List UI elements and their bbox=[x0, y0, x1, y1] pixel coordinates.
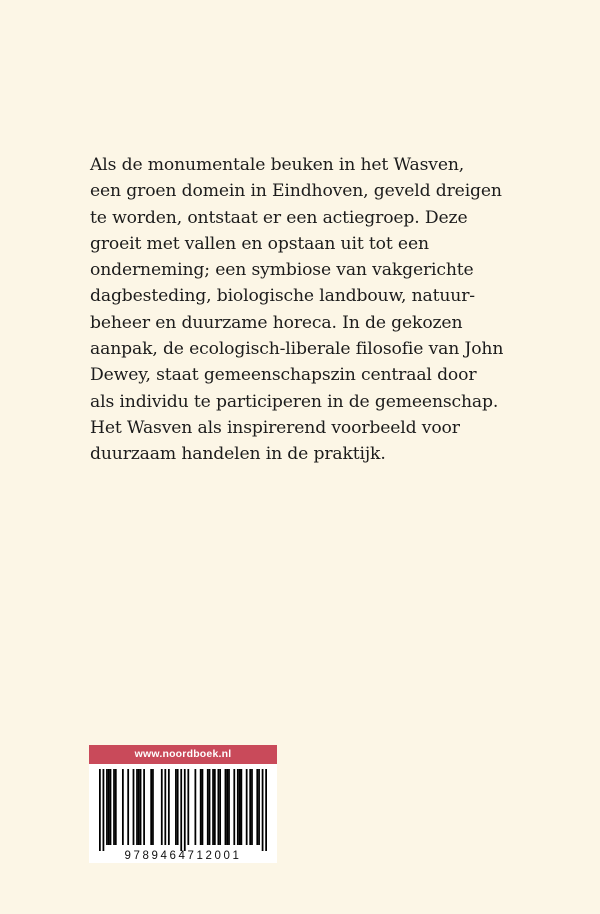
isbn-barcode bbox=[89, 745, 277, 863]
blurb-line: Als de monumentale beuken in het Wasven, bbox=[90, 155, 465, 175]
barcode-bars bbox=[99, 769, 267, 851]
barcode-bar bbox=[226, 769, 228, 845]
blurb-line: beheer en duurzame horeca. In de gekozen bbox=[90, 312, 463, 333]
barcode-bar bbox=[233, 769, 235, 845]
barcode-bar bbox=[161, 769, 163, 845]
barcode-bar bbox=[194, 769, 196, 845]
blurb-line: aanpak, de ecologisch-liberale filosofie van John bbox=[90, 339, 504, 360]
barcode-bar bbox=[140, 769, 142, 845]
barcode-bar bbox=[265, 769, 267, 851]
blurb-line: groeit met vallen en opstaan uit tot een bbox=[90, 233, 429, 254]
barcode-bar bbox=[217, 769, 219, 845]
barcode-bar bbox=[258, 769, 260, 845]
blurb-line: Het Wasven als inspirerend voorbeeld voor bbox=[90, 417, 460, 438]
barcode-bar bbox=[262, 769, 264, 851]
barcode-bar bbox=[256, 769, 258, 845]
blurb-line: dagbesteding, biologische landbouw, natuur- bbox=[90, 286, 475, 307]
blurb-line: Dewey, staat gemeenschapszin centraal door bbox=[90, 365, 477, 386]
barcode-bar bbox=[115, 769, 117, 845]
barcode-bar bbox=[177, 769, 179, 845]
blurb-line: een groen domein in Eindhoven, geveld dreigen bbox=[90, 181, 502, 202]
barcode-bar bbox=[184, 769, 186, 851]
barcode-bar bbox=[219, 769, 221, 845]
barcode-bar bbox=[110, 769, 112, 845]
barcode-bar bbox=[99, 769, 101, 851]
blurb-line: onderneming; een symbiose van vakgerichte bbox=[90, 260, 474, 281]
barcode-bar bbox=[225, 769, 227, 845]
barcode-bar bbox=[246, 769, 248, 845]
barcode-bar bbox=[202, 769, 204, 845]
barcode-bar bbox=[103, 769, 105, 851]
barcode-bar bbox=[237, 769, 239, 845]
barcode-bar bbox=[150, 769, 152, 845]
blurb-line: te worden, ontstaat er een actiegroep. Deze bbox=[90, 207, 468, 228]
barcode-bar bbox=[138, 769, 140, 845]
barcode-bar bbox=[168, 769, 170, 845]
barcode-bar bbox=[187, 769, 189, 845]
barcode-bar bbox=[239, 769, 241, 845]
barcode-bar bbox=[136, 769, 138, 845]
isbn-digits: 9789464712001 bbox=[124, 850, 242, 862]
barcode-bar bbox=[113, 769, 115, 845]
barcode-bar bbox=[249, 769, 251, 845]
barcode-bar bbox=[108, 769, 110, 845]
barcode-bar bbox=[152, 769, 154, 845]
blurb-line: als individu te participeren in de gemeenschap. bbox=[90, 391, 499, 412]
back-cover-blurb bbox=[90, 152, 560, 468]
blurb-line: duurzaam handelen in de praktijk. bbox=[90, 444, 386, 465]
barcode-bar bbox=[164, 769, 166, 845]
barcode-bar bbox=[122, 769, 124, 845]
barcode-bar bbox=[212, 769, 214, 845]
publisher-url-label: www.noordboek.nl bbox=[89, 745, 277, 764]
barcode-bar bbox=[180, 769, 182, 851]
barcode-bar bbox=[106, 769, 108, 845]
barcode-bar bbox=[207, 769, 209, 845]
barcode-bar bbox=[133, 769, 135, 845]
barcode-bar bbox=[228, 769, 230, 845]
barcode-bar bbox=[214, 769, 216, 845]
barcode-bar bbox=[240, 769, 242, 845]
barcode-bar bbox=[200, 769, 202, 845]
barcode-bar bbox=[209, 769, 211, 845]
barcode-bar bbox=[251, 769, 253, 845]
barcode-bar bbox=[143, 769, 145, 845]
barcode-bar bbox=[175, 769, 177, 845]
barcode-bar bbox=[127, 769, 129, 845]
